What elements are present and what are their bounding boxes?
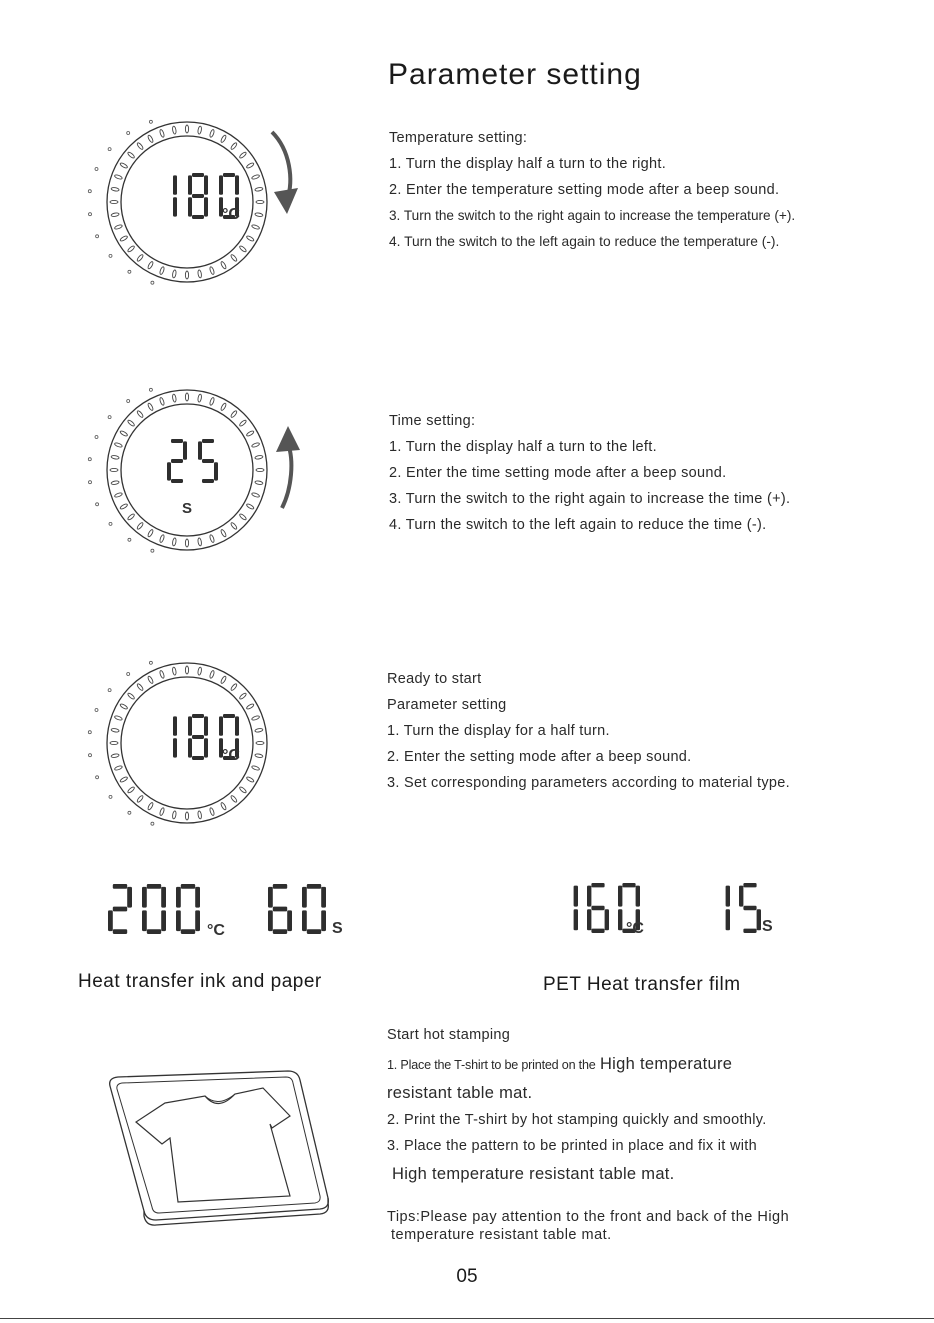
dial-tick bbox=[209, 397, 215, 406]
preset-pet-temp-unit: °C bbox=[626, 920, 644, 937]
digit-segment bbox=[273, 884, 287, 889]
digit-segment bbox=[173, 716, 177, 735]
preset-ink-paper-display bbox=[100, 878, 370, 942]
tshirt-on-mat-illustration bbox=[100, 1068, 340, 1233]
digit-segment bbox=[591, 929, 604, 933]
digit-segment bbox=[142, 887, 147, 908]
digit-segment bbox=[574, 909, 578, 930]
digit-segment bbox=[147, 929, 161, 934]
dial-tick bbox=[120, 703, 129, 710]
preset-ink-paper-label: Heat transfer ink and paper bbox=[78, 971, 322, 992]
temperature-heading: Temperature setting: bbox=[389, 130, 528, 146]
dial-tick bbox=[110, 468, 118, 471]
dial-dot bbox=[127, 673, 130, 676]
dial-tick bbox=[256, 741, 264, 744]
ready-heading: Ready to start bbox=[387, 671, 482, 687]
digit-segment bbox=[204, 716, 208, 735]
digit-segment bbox=[605, 909, 609, 930]
dial-tick bbox=[111, 728, 119, 733]
dial-tick bbox=[239, 513, 247, 521]
dial-dot bbox=[151, 549, 154, 552]
digit-segment bbox=[587, 886, 591, 907]
dial-tick bbox=[251, 492, 260, 498]
dial-dot bbox=[95, 168, 98, 171]
time-step-1: 1. Turn the display half a turn to the left. bbox=[389, 439, 657, 455]
dial-tick bbox=[110, 741, 118, 744]
digit-segment bbox=[591, 883, 604, 887]
dial-tick bbox=[111, 212, 119, 217]
digit-segment bbox=[219, 175, 223, 194]
dial-tick bbox=[255, 728, 263, 733]
dial-tick bbox=[230, 683, 238, 691]
dial-tick bbox=[251, 442, 260, 448]
digit-segment bbox=[113, 907, 127, 912]
dial-tick bbox=[136, 410, 144, 418]
ready-subheading: Parameter setting bbox=[387, 697, 507, 713]
digit-segment bbox=[192, 756, 204, 760]
dial-tick bbox=[185, 539, 188, 547]
digit-segment bbox=[574, 886, 578, 907]
dial-dot bbox=[149, 120, 152, 123]
digit-segment bbox=[192, 714, 204, 718]
dial-tick bbox=[111, 187, 119, 192]
dial-tick bbox=[255, 480, 263, 485]
dial-tick bbox=[246, 703, 255, 710]
dial-tick bbox=[239, 786, 247, 794]
dial-tick bbox=[239, 692, 247, 700]
dial-dot bbox=[88, 458, 91, 461]
dial-tick bbox=[111, 753, 119, 758]
dial-tick bbox=[136, 254, 144, 262]
dial-tick bbox=[172, 667, 177, 675]
time-instructions bbox=[389, 408, 790, 538]
dial-dot bbox=[109, 795, 112, 798]
dial-tick bbox=[239, 151, 247, 159]
dial-tick bbox=[127, 692, 135, 700]
dial-tick bbox=[209, 129, 215, 138]
digit-segment bbox=[204, 175, 208, 194]
dial-dot bbox=[108, 689, 111, 692]
dial-tick bbox=[159, 397, 165, 406]
digit-segment bbox=[147, 884, 161, 889]
digit-segment bbox=[176, 887, 181, 908]
digit-segment bbox=[108, 910, 113, 931]
dial-tick bbox=[127, 151, 135, 159]
preset-pet-time-digits bbox=[726, 883, 761, 933]
digit-segment bbox=[173, 197, 177, 216]
time-heading: Time setting: bbox=[389, 413, 476, 429]
dial-tick bbox=[185, 666, 188, 674]
dial-dot bbox=[88, 190, 91, 193]
preset-ink-time-unit: S bbox=[332, 920, 343, 937]
stamping-tips: Tips:Please pay attention to the front and back of the High bbox=[387, 1209, 790, 1225]
dial-tick bbox=[220, 802, 227, 811]
digit-segment bbox=[188, 738, 192, 757]
bottom-rule bbox=[0, 1318, 934, 1319]
dial-tick bbox=[114, 442, 123, 448]
digit-segment bbox=[302, 910, 307, 931]
dial-tick bbox=[114, 174, 123, 180]
digit-segment bbox=[223, 714, 235, 718]
dial-tick bbox=[220, 403, 227, 412]
dial-tick bbox=[220, 676, 227, 685]
temperature-dial bbox=[80, 117, 280, 287]
digit-segment bbox=[142, 910, 147, 931]
dial-dot bbox=[127, 400, 130, 403]
digit-segment bbox=[127, 887, 132, 908]
dial-tick bbox=[209, 534, 215, 543]
dial-tick bbox=[159, 129, 165, 138]
dial-tick bbox=[220, 529, 227, 538]
digit-segment bbox=[321, 910, 326, 931]
digit-segment bbox=[743, 883, 756, 887]
page-number: 05 bbox=[456, 1266, 478, 1287]
dial-tick bbox=[114, 765, 123, 771]
digit-segment bbox=[268, 910, 273, 931]
dial-tick bbox=[147, 529, 154, 538]
digit-segment bbox=[188, 716, 192, 735]
dial-tick bbox=[114, 715, 123, 721]
dial-tick bbox=[120, 503, 129, 510]
dial-tick bbox=[209, 266, 215, 275]
dial-tick bbox=[251, 715, 260, 721]
temperature-step-1: 1. Turn the display half a turn to the right. bbox=[389, 156, 667, 172]
temperature-unit: °C bbox=[222, 206, 240, 223]
digit-segment bbox=[321, 887, 326, 908]
dial-tick bbox=[120, 235, 129, 242]
preset-pet-film-label: PET Heat transfer film bbox=[543, 974, 741, 995]
digit-segment bbox=[743, 906, 756, 910]
digit-segment bbox=[161, 887, 166, 908]
dial-tick bbox=[239, 419, 247, 427]
ready-instructions bbox=[387, 666, 790, 796]
dial-tick bbox=[197, 538, 202, 546]
digit-segment bbox=[192, 215, 204, 219]
dial-dot bbox=[96, 776, 99, 779]
dial-dot bbox=[127, 132, 130, 135]
temperature-step-3: 3. Turn the switch to the right again to increase the temperature (+). bbox=[389, 208, 796, 223]
digit-segment bbox=[307, 884, 321, 889]
stamping-heading: Start hot stamping bbox=[387, 1027, 511, 1043]
digit-segment bbox=[204, 738, 208, 757]
dial-tick bbox=[127, 419, 135, 427]
digit-segment bbox=[181, 884, 195, 889]
digit-segment bbox=[113, 929, 127, 934]
dial-tick bbox=[251, 174, 260, 180]
dial-tick bbox=[197, 667, 202, 675]
dial-tick bbox=[159, 670, 165, 679]
stamping-step-2: 2. Print the T-shirt by hot stamping quickly and smoothly. bbox=[387, 1112, 767, 1128]
dial-tick bbox=[136, 795, 144, 803]
digit-segment bbox=[636, 886, 640, 907]
dial-tick bbox=[246, 235, 255, 242]
dial-tick bbox=[114, 492, 123, 498]
digit-segment bbox=[743, 929, 756, 933]
dial-tick bbox=[197, 270, 202, 278]
dial-tick bbox=[255, 753, 263, 758]
dial-dot bbox=[109, 522, 112, 525]
dial-tick bbox=[120, 776, 129, 783]
dial-tick bbox=[185, 393, 188, 401]
dial-tick bbox=[120, 162, 129, 169]
dial-dot bbox=[108, 416, 111, 419]
digit-segment bbox=[183, 441, 187, 459]
digit-segment bbox=[188, 175, 192, 194]
dial-tick bbox=[255, 212, 263, 217]
dial-tick bbox=[127, 786, 135, 794]
dial-tick bbox=[172, 538, 177, 546]
dial-dot bbox=[95, 436, 98, 439]
dial-tick bbox=[147, 261, 154, 270]
dial-dot bbox=[95, 709, 98, 712]
digit-segment bbox=[195, 887, 200, 908]
digit-segment bbox=[273, 929, 287, 934]
dial-tick bbox=[114, 224, 123, 230]
stamping-step-1-emphasis: High temperature bbox=[599, 1055, 733, 1073]
preset-pet-film-display bbox=[550, 878, 790, 942]
dial-tick bbox=[255, 187, 263, 192]
digit-segment bbox=[204, 197, 208, 216]
dial-tick bbox=[172, 270, 177, 278]
stamping-step-3-cont: High temperature resistant table mat. bbox=[392, 1165, 675, 1183]
dial-tick bbox=[230, 142, 238, 150]
digit-segment bbox=[202, 459, 214, 463]
stamping-step-1 bbox=[387, 1055, 732, 1074]
digit-segment bbox=[171, 439, 183, 443]
dial-tick bbox=[159, 534, 165, 543]
dial-tick bbox=[172, 394, 177, 402]
dial-tick bbox=[111, 455, 119, 460]
page-title: Parameter setting bbox=[388, 58, 642, 91]
digit-segment bbox=[113, 884, 127, 889]
digit-segment bbox=[188, 197, 192, 216]
digit-segment bbox=[176, 910, 181, 931]
dial-dot bbox=[151, 822, 154, 825]
stamping-step-1-text: 1. Place the T-shirt to be printed on the bbox=[387, 1058, 596, 1072]
preset-ink-temp-unit: °C bbox=[207, 922, 225, 939]
dial-tick bbox=[230, 410, 238, 418]
dial-dot bbox=[149, 388, 152, 391]
preset-ink-time-digits bbox=[268, 884, 326, 934]
temperature-step-4: 4. Turn the switch to the left again to reduce the temperature (-). bbox=[389, 234, 780, 249]
digit-segment bbox=[198, 441, 202, 459]
ready-dial bbox=[80, 658, 280, 828]
digit-segment bbox=[757, 909, 761, 930]
dial-tick bbox=[255, 455, 263, 460]
stamping-step-3: 3. Place the pattern to be printed in place and fix it with bbox=[387, 1138, 757, 1154]
digit-segment bbox=[726, 886, 730, 907]
digit-segment bbox=[302, 887, 307, 908]
rotate-right-arrow-icon bbox=[268, 130, 304, 220]
time-dial bbox=[80, 385, 280, 555]
dial-tick bbox=[111, 480, 119, 485]
dial-tick bbox=[185, 812, 188, 820]
digit-segment bbox=[223, 173, 235, 177]
ready-step-2: 2. Enter the setting mode after a beep sound. bbox=[387, 749, 692, 765]
digit-segment bbox=[273, 907, 287, 912]
temperature-instructions bbox=[389, 125, 795, 255]
dial-tick bbox=[172, 126, 177, 134]
digit-segment bbox=[726, 909, 730, 930]
digit-segment bbox=[591, 906, 604, 910]
dial-tick bbox=[136, 522, 144, 530]
dial-tick bbox=[251, 765, 260, 771]
digit-segment bbox=[195, 910, 200, 931]
dial-tick bbox=[147, 135, 154, 144]
dial-tick bbox=[197, 126, 202, 134]
digit-segment bbox=[161, 910, 166, 931]
dial-tick bbox=[127, 245, 135, 253]
dial-tick bbox=[197, 394, 202, 402]
dial-dot bbox=[89, 213, 92, 216]
digit-segment bbox=[235, 175, 239, 194]
digit-segment bbox=[192, 735, 204, 739]
dial-tick bbox=[147, 403, 154, 412]
dial-tick bbox=[256, 200, 264, 203]
dial-dot bbox=[108, 148, 111, 151]
stamping-step-1-cont: resistant table mat. bbox=[387, 1084, 533, 1102]
digit-segment bbox=[219, 716, 223, 735]
dial-tick bbox=[185, 125, 188, 133]
digit-segment bbox=[307, 929, 321, 934]
dial-tick bbox=[230, 522, 238, 530]
digit-segment bbox=[192, 173, 204, 177]
dial-tick bbox=[110, 200, 118, 203]
dial-tick bbox=[159, 807, 165, 816]
dial-tick bbox=[136, 683, 144, 691]
dial-dot bbox=[128, 270, 131, 273]
digit-segment bbox=[618, 909, 622, 930]
ready-step-3: 3. Set corresponding parameters according to material type. bbox=[387, 775, 790, 791]
preset-ink-temp-digits bbox=[108, 884, 200, 934]
dial-dot bbox=[96, 503, 99, 506]
dial-dot bbox=[128, 811, 131, 814]
time-digits bbox=[167, 439, 218, 483]
preset-pet-time-unit: S bbox=[762, 918, 773, 935]
dial-tick bbox=[230, 795, 238, 803]
time-unit: S bbox=[182, 500, 193, 517]
dial-tick bbox=[251, 224, 260, 230]
temperature-step-2: 2. Enter the temperature setting mode after a beep sound. bbox=[389, 182, 780, 198]
digit-segment bbox=[235, 716, 239, 735]
digit-segment bbox=[587, 909, 591, 930]
dial-tick bbox=[239, 245, 247, 253]
dial-dot bbox=[109, 254, 112, 257]
ready-step-1: 1. Turn the display for a half turn. bbox=[387, 723, 610, 739]
digit-segment bbox=[202, 439, 214, 443]
ready-unit: °C bbox=[222, 747, 240, 764]
dial-tick bbox=[230, 254, 238, 262]
digit-segment bbox=[173, 738, 177, 757]
dial-tick bbox=[246, 430, 255, 437]
dial-tick bbox=[256, 468, 264, 471]
dial-tick bbox=[220, 135, 227, 144]
dial-tick bbox=[246, 776, 255, 783]
dial-tick bbox=[147, 802, 154, 811]
dial-dot bbox=[128, 538, 131, 541]
dial-tick bbox=[197, 811, 202, 819]
digit-segment bbox=[622, 883, 635, 887]
digit-segment bbox=[618, 886, 622, 907]
dial-tick bbox=[172, 811, 177, 819]
digit-segment bbox=[739, 886, 743, 907]
digit-segment bbox=[192, 194, 204, 198]
digit-segment bbox=[173, 175, 177, 194]
digit-segment bbox=[202, 479, 214, 483]
stamping-tips-cont: temperature resistant table mat. bbox=[391, 1227, 612, 1243]
time-step-4: 4. Turn the switch to the left again to reduce the time (-). bbox=[389, 517, 767, 533]
dial-dot bbox=[88, 731, 91, 734]
dial-dot bbox=[89, 481, 92, 484]
digit-segment bbox=[214, 462, 218, 480]
dial-tick bbox=[136, 142, 144, 150]
dial-dot bbox=[149, 661, 152, 664]
time-step-2: 2. Enter the time setting mode after a beep sound. bbox=[389, 465, 727, 481]
dial-dot bbox=[89, 754, 92, 757]
digit-segment bbox=[171, 459, 183, 463]
dial-tick bbox=[147, 676, 154, 685]
dial-tick bbox=[120, 430, 129, 437]
digit-segment bbox=[287, 910, 292, 931]
dial-tick bbox=[127, 513, 135, 521]
dial-tick bbox=[220, 261, 227, 270]
dial-dot bbox=[151, 281, 154, 284]
dial-tick bbox=[209, 670, 215, 679]
dial-tick bbox=[209, 807, 215, 816]
digit-segment bbox=[181, 929, 195, 934]
time-step-3: 3. Turn the switch to the right again to increase the time (+). bbox=[389, 491, 791, 507]
digit-segment bbox=[268, 887, 273, 908]
digit-segment bbox=[167, 462, 171, 480]
dial-tick bbox=[159, 266, 165, 275]
dial-tick bbox=[246, 162, 255, 169]
digit-segment bbox=[171, 479, 183, 483]
dial-tick bbox=[185, 271, 188, 279]
dial-dot bbox=[96, 235, 99, 238]
rotate-left-arrow-icon bbox=[274, 422, 310, 512]
dial-tick bbox=[246, 503, 255, 510]
